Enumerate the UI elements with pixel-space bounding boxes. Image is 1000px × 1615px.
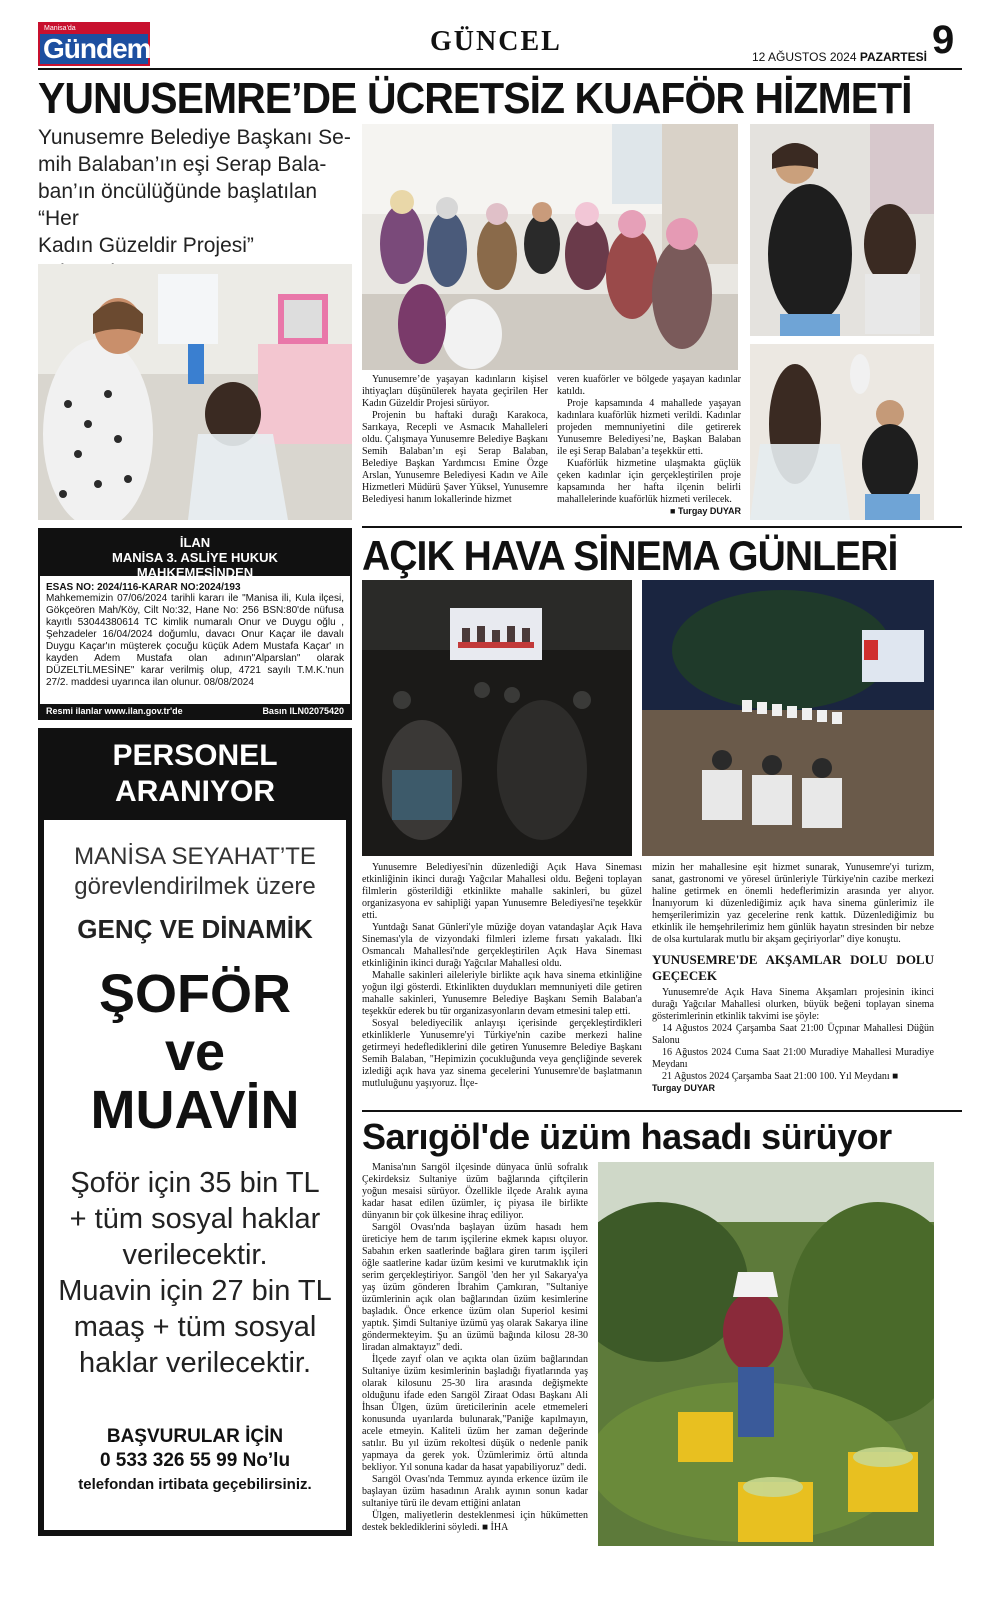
notice-court: MANİSA 3. ASLİYE HUKUK xyxy=(112,550,278,565)
issue-date xyxy=(752,50,927,64)
job-ad-title xyxy=(38,738,352,810)
job-ad-salary-line: + tüm sosyal haklar xyxy=(69,1203,321,1235)
schedule-item: 16 Ağustos 2024 Cuma Saat 21:00 Muradiye Mahallesi Muradiye Meydanı xyxy=(652,1047,934,1070)
day-text: PAZARTESİ xyxy=(859,50,927,64)
story3-divider xyxy=(362,1110,962,1112)
legal-notice-box xyxy=(38,528,352,720)
job-ad-company: MANİSA SEYAHAT’TE xyxy=(74,843,316,870)
logo-wordmark: Gündem xyxy=(43,33,151,64)
job-ad-salary-line: maaş + tüm sosyal xyxy=(73,1311,317,1343)
paragraph: Sosyal belediyecilik anlayışı içerisinde gerçekleştirdikleri etkinliklerle Yunusemre'yi Türkiye'nin cazibe merkezi haline getirmeyi hedeflediklerini dile getiren Yunusemre Belediye Başkanı Semih Balaban, "Hepimizin çocukluğunda veya gençliğinde severek izlediği açık hava yaz sinema gecelerini Yunusemre'de başlatmanın mutluluğunu yaşıyoruz. İlçe- xyxy=(362,1018,642,1089)
notice-title: İLAN xyxy=(179,535,211,550)
job-ad-apply-note: telefondan irtibata geçebilirsiniz. xyxy=(78,1476,312,1493)
paragraph: Yunusemre'de Açık Hava Sinema Akşamları projesinin ikinci durağı Yağcılar Mahallesi olurken, büyük beğeni toplayan sinema gösterimlerinin etkinlik takvimi ise şöyle: xyxy=(652,987,934,1022)
lead-line: Yunusemre Belediye Başkanı Se- xyxy=(38,126,351,149)
story1-column-1 xyxy=(362,374,548,506)
story2-byline: Turgay DUYAR xyxy=(652,1083,716,1093)
photo-open-air-cinema-chairs xyxy=(642,580,934,856)
paragraph: Manisa'nın Sarıgöl ilçesinde dünyaca ünlü sofralık Çekirdeksiz Sultaniye üzüm bağlarında çiftçilerin yoğun mesaisi sürüyor. Özellikle ilçede Aralık ayına kadar hasat edilen üzümler, iç piyasa ile birlikte dünyanın bir çok ülkesine ihraç ediliyor. xyxy=(362,1162,588,1221)
job-ad-purpose: görevlendirilmek üzere xyxy=(74,873,316,900)
job-ad-title-line: ARANIYOR xyxy=(114,775,275,808)
notice-text: Mahkememizin 07/06/2024 tarihli kararı ile "Manisa ili, Kula ilçesi, Gökçeören Mah/Köy, Cilt No:32, Hane No: 256 BSN:80'de nüfusa kayıtlı 53044380614 TC kimlik numaralı Onur ve Duygu oğlu , Şehzadeler 16/04/2024 doğumlu, davacı Onur Kaçar ile davalı Duygu Kaçar'ın müşterek çocuğu küçük Adem Mustafa Kaçar' ın kayden Adem Mustafa olan adının"Alparslan" olarak DÜZELTİLMESİNE" karar verilmiş olup, 4721 sayılı T.M.K.'nun 27/2. maddesi uyarınca ilan olunur. 08/08/2024 xyxy=(46,593,344,688)
job-ad-position-driver: ŞOFÖR xyxy=(98,964,291,1024)
photo-haircut-session xyxy=(750,344,934,520)
story1-headline: YUNUSEMRE’DE ÜCRETSİZ KUAFÖR HİZMETİ xyxy=(38,74,912,123)
paragraph: Proje kapsamında 4 mahallede yaşayan kadınlara kuaförlük hizmeti verildi. Kadınlar projeden memnuniyetini dile getirerek Yunusemre Belediyesi’ne, Başkan Balaban ile eşi Serap Balaban’a teşekkür etti. xyxy=(557,398,741,457)
paragraph: Ülgen, maliyetlerin desteklenmesi için hükümetten destek beklediklerini söyledi. ■ İHA xyxy=(362,1510,588,1533)
section-title: GÜNCEL xyxy=(430,26,562,57)
lead-line: Kadın Güzeldir Projesi” xyxy=(38,234,254,257)
photo-stylist-cutting xyxy=(750,124,934,336)
story2-subheading: YUNUSEMRE'DE AKŞAMLAR DOLU DOLU GEÇECEK xyxy=(652,952,934,983)
job-ad-qualifier: GENÇ VE DİNAMİK xyxy=(77,914,313,944)
photo-grape-harvest xyxy=(598,1162,934,1546)
job-ad-title-line: PERSONEL xyxy=(112,739,278,772)
story3-headline: Sarıgöl'de üzüm hasadı sürüyor xyxy=(362,1116,892,1157)
job-ad-body xyxy=(44,820,346,1530)
job-ad-phone[interactable]: 0 533 326 55 99 No’lu xyxy=(99,1450,291,1471)
newspaper-logo[interactable] xyxy=(38,22,150,66)
paragraph: Mahalle sakinleri aileleriyle birlikte açık hava sinema etkinliğine yoğun ilgi gösterdi. Etkinlikten duydukları memnuniyeti dile getiren mahalle sakinleri, Yunusemre Belediye Başkanı Semih Balaban'a teşekkür ederek bu tür organizasyonların devam etmesini talep etti. xyxy=(362,970,642,1017)
story1-byline: ■ Turgay DUYAR xyxy=(670,506,741,516)
story2-column-1 xyxy=(362,862,642,1090)
paragraph: İlçede zayıf olan ve açıkta olan üzüm bağlarından Sultaniye üzüm kesimlerinin başladığı fiyatlarında yaş olarak kilosunu 25-30 lira arasında değişmekte olduğunu ifade eden Sarıgöl Ziraat Odası Başkanı Ali İhsan Ülgen, üzüm üreticilerinin acele etmemeleri konusunda uyarılarda bulunarak,"Paniğe kapılmayın, acele etmeyin. Kaliteli üzüm her zaman değerinde satılır. Bu yıl üzüm rekoltesi düşük o nedenle panik yapmaya da gerek yok. Üzümlerimiz örtü altında bekliyor. Yıl sonuna kadar da hasat yapabiliyoruz" dedi. xyxy=(362,1354,588,1473)
job-ad-salary-line: haklar verilecektir. xyxy=(78,1347,312,1379)
notice-footer-code: Basın ILN02075420 xyxy=(262,706,344,716)
paragraph: Kuaförlük hizmetine ulaşmakta güçlük çeken kadınlar için gerçekleştirilen proje kapsamında her hafta ilçenin belirli mahallelerinde kuaförlük hizmeti verilecek. xyxy=(557,458,741,505)
paragraph: Yuntdağı Sanat Günleri'yle müziğe doyan vatandaşlar Açık Hava Sineması'yla de vizyondaki filmleri izleme fırsatı yakaladı. İlki Osmancalı Mahallesi'nde gerçekleştirilen Açık Hava Sineması etkinliğinin ikinci durağı Yağcılar Mahallesi oldu. xyxy=(362,922,642,969)
job-ad-salary-line: Şoför için 35 bin TL xyxy=(70,1167,320,1199)
paragraph: Yunusemre Belediyesi'nin düzenlediği Açık Hava Sineması etkinliğinin ikinci durağı Yağcılar Mahallesi oldu. Beğeni toplayan filmlerin gösterildiği etkinlikte mahalle sakinleri, bu güzel organizasyona ev sahipliği yapan Yunusemre Belediyesi'ne teşekkür etti. xyxy=(362,862,642,921)
job-ad-position-assistant: MUAVİN xyxy=(90,1080,300,1140)
story2-headline: AÇIK HAVA SİNEMA GÜNLERİ xyxy=(362,532,898,579)
photo-hairdresser-salon xyxy=(38,264,352,520)
lead-line: ban’ın öncülüğünde başlatılan “Her xyxy=(38,180,318,230)
notice-court-suffix: MAHKEMESİNDEN xyxy=(136,565,254,580)
page-number: 9 xyxy=(932,18,955,62)
story2-divider xyxy=(362,526,962,528)
lead-line: mih Balaban’ın eşi Serap Bala- xyxy=(38,153,327,176)
paragraph: Sarıgöl Ovası'nda Temmuz ayında erkence üzüm ile başlayan üzüm hasadının Aralık ayının sonun kadar sultaniye türü ile devam ettiğini anlatan xyxy=(362,1474,588,1509)
job-ad-salary-line: verilecektir. xyxy=(122,1239,268,1271)
legal-notice-header xyxy=(40,530,350,580)
paragraph: mizin her mahallesine eşit hizmet sunarak, Yunusemre'yi turizm, sanat, gastronomi ve yöresel ürünleriyle Türkiye'nin cazibe merkezi haline getirmek en önemli hedeflerimizin arasında yer alıyor. İnanıyorum ki düzenlediğimiz açık hava sinema günlerimiz ile hemşerilerimizin yaz gecelerine renk kattık. Düzenlediğimiz bu etkinlik ile hemşehrilerimiz hem günlük hayatın stresinden bir nebze de olsa kurtularak mutlu bir akşam geçiriyorlar" diye konuştu. xyxy=(652,862,934,945)
logo-tagline: Manisa'da xyxy=(40,24,148,34)
photo-open-air-cinema-crowd xyxy=(362,580,632,856)
job-ad-box xyxy=(38,728,352,1536)
story2-column-2 xyxy=(652,862,934,1093)
notice-footer xyxy=(40,704,350,718)
paragraph: veren kuaförler ve bölgede yaşayan kadınlar katıldı. xyxy=(557,374,741,397)
story3-body xyxy=(362,1162,588,1534)
notice-footer-link[interactable]: Resmi ilanlar www.ilan.gov.tr'de xyxy=(46,706,183,716)
paragraph: Sarıgöl Ovası'nda başlayan üzüm hasadı hem üreticiye hem de tarım işçilerine ekmek kapısı oluyor. Sabahın erken saatlerinde bağlara giren tarım işçileri öğle saatlerine kadar üzüm kesimi ve kurutmaklık için serim gerçekleştiriyor. Sarıgöl 'den her yıl Sakarya'ya yaş üzüm gönderen İbrahim Çamkıran, "Sultaniye üzümlerinin açık olan bağlarından üzüm kesimlerine başladık. Önce erkence üzüm olan Superiol kesimi yaptık. Şimdi Sultaniye üzümü yaş olarak Sakarya iline göndermekteyim. Şu an üzümü bağında kilosu 28-30 liradan almaktayız" dedi. xyxy=(362,1222,588,1353)
paragraph: Projenin bu haftaki durağı Karakoca, Sarıkaya, Recepli ve Asmacık Mahalleleri oldu. Çalışmaya Yunusemre Belediye Başkanı Semih Balaban’ın eşi Serap Balaban, Belediye Başkan Yardımcısı Emine Özge Arslan, Yunusemre Belediyesi Kadın ve Aile Hizmetleri Müdürü Şaver Yüksel, Yunusemre Belediyesi hanım lokallerinde hizmet xyxy=(362,410,548,505)
date-text: 12 AĞUSTOS 2024 xyxy=(752,50,857,64)
photo-women-group xyxy=(362,124,738,370)
paragraph: Yunusemre’de yaşayan kadınların kişisel ihtiyaçları düşünülerek hayata geçirilen Her Kadın Güzeldir Projesi sürüyor. xyxy=(362,374,548,409)
notice-case-number: ESAS NO: 2024/116-KARAR NO:2024/193 xyxy=(46,582,241,593)
job-ad-and: ve xyxy=(164,1022,226,1082)
schedule-item: 14 Ağustos 2024 Çarşamba Saat 21:00 Üçpınar Mahallesi Düğün Salonu xyxy=(652,1023,934,1046)
job-ad-salary-line: Muavin için 27 bin TL xyxy=(58,1275,332,1307)
job-ad-apply-title: BAŞVURULAR İÇİN xyxy=(106,1426,284,1447)
header-divider xyxy=(38,68,962,70)
schedule-item: 21 Ağustos 2024 Çarşamba Saat 21:00 100. Yıl Meydanı ■ xyxy=(662,1071,899,1082)
story1-column-2 xyxy=(557,374,741,516)
